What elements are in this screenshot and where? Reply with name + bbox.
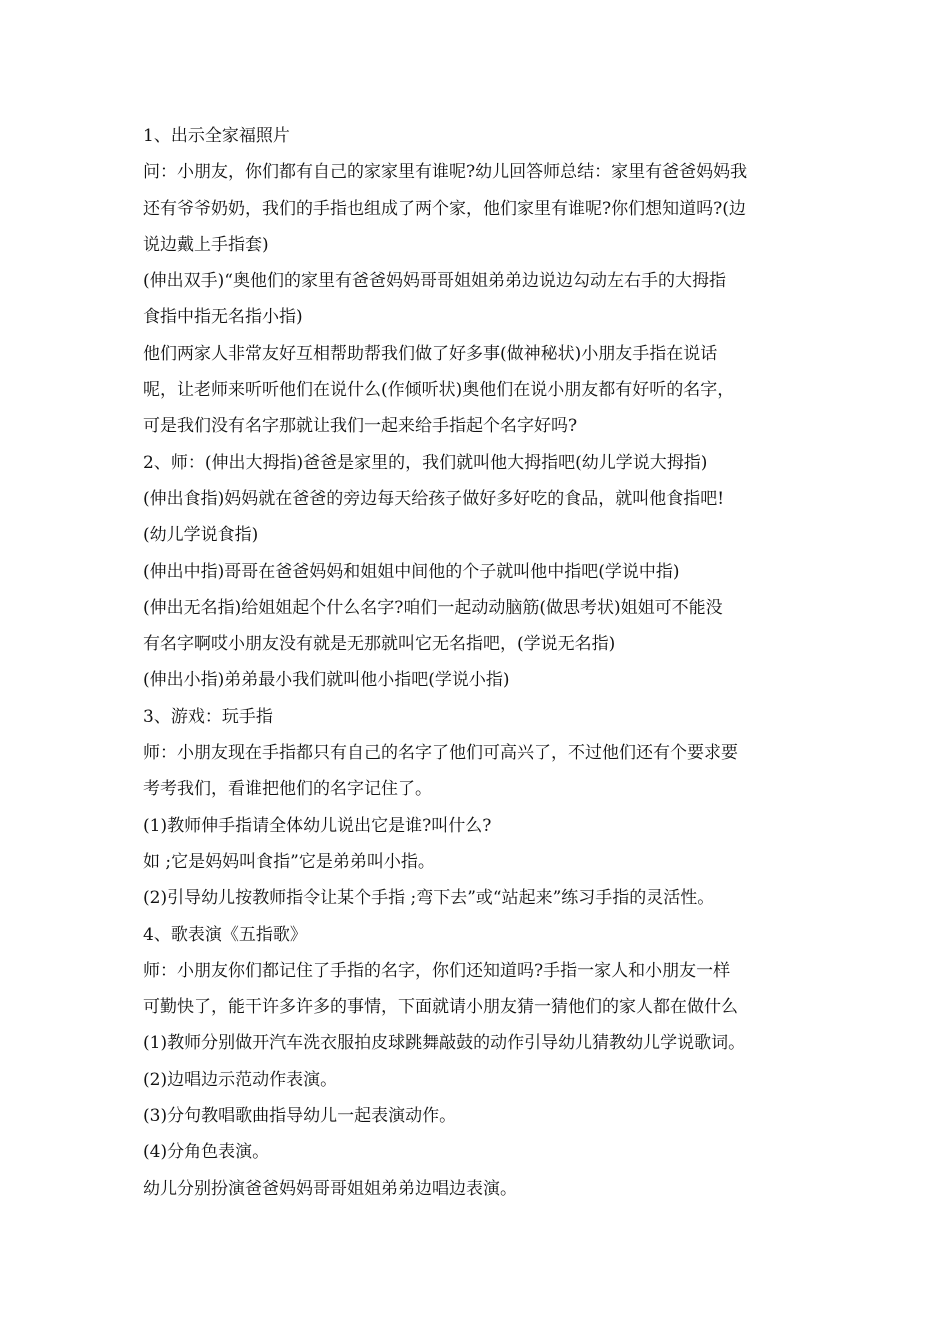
text-line-16: (伸出小指)弟弟最小我们就叫他小指吧(学说小指) [143, 670, 510, 691]
text-line-9: 可是我们没有名字那就让我们一起来给手指起个名字好吗? [143, 416, 578, 437]
text-line-7: 他们两家人非常友好互相帮助帮我们做了好多事(做神秘状)小朋友手指在说话 [143, 343, 718, 364]
text-line-24: 师：小朋友你们都记住了手指的名字，你们还知道吗?手指一家人和小朋友一样 [143, 960, 731, 981]
text-line-30: 幼儿分别扮演爸爸妈妈哥哥姐姐弟弟边唱边表演。 [143, 1178, 517, 1199]
text-line-2: 问：小朋友，你们都有自己的家家里有谁呢?幼儿回答师总结：家里有爸爸妈妈我 [143, 162, 748, 183]
text-line-29: (4)分角色表演。 [143, 1142, 270, 1163]
text-line-22: (2)引导幼儿按教师指令让某个手指 ;弯下去”或“站起来”练习手指的灵活性。 [143, 888, 715, 909]
text-line-18: 师：小朋友现在手指都只有自己的名字了他们可高兴了，不过他们还有个要求要 [143, 743, 738, 764]
text-line-6: 食指中指无名指小指) [143, 307, 303, 328]
text-line-19: 考考我们，看谁把他们的名字记住了。 [143, 779, 432, 800]
text-line-27: (2)边唱边示范动作表演。 [143, 1069, 338, 1090]
text-line-4: 说边戴上手指套) [143, 234, 269, 255]
text-line-15: 有名字啊哎小朋友没有就是无那就叫它无名指吧，(学说无名指) [143, 634, 616, 655]
text-line-3: 还有爷爷奶奶，我们的手指也组成了两个家，他们家里有谁呢?你们想知道吗?(边 [143, 198, 746, 219]
text-line-26: (1)教师分别做开汽车洗衣服拍皮球跳舞敲鼓的动作引导幼儿猜教幼儿学说歌词。 [143, 1033, 746, 1054]
text-line-25: 可勤快了，能干许多许多的事情，下面就请小朋友猜一猜他们的家人都在做什么 [143, 997, 738, 1018]
text-line-12: (幼儿学说食指) [143, 525, 259, 546]
text-line-20: (1)教师伸手指请全体幼儿说出它是谁?叫什么? [143, 815, 492, 836]
text-line-13: (伸出中指)哥哥在爸爸妈妈和姐姐中间他的个子就叫他中指吧(学说中指) [143, 561, 680, 582]
text-line-5: (伸出双手)“奥他们的家里有爸爸妈妈哥哥姐姐弟弟边说边勾动左右手的大拇指 [143, 271, 726, 292]
text-line-28: (3)分句教唱歌曲指导幼儿一起表演动作。 [143, 1106, 457, 1127]
text-line-8: 呢，让老师来听听他们在说什么(作倾听状)奥他们在说小朋友都有好听的名字， [143, 380, 735, 401]
text-line-10: 2、师：(伸出大拇指)爸爸是家里的，我们就叫他大拇指吧(幼儿学说大拇指) [143, 452, 708, 473]
text-line-17: 3、游戏：玩手指 [143, 706, 273, 727]
text-line-14: (伸出无名指)给姐姐起个什么名字?咱们一起动动脑筋(做思考状)姐姐可不能没 [143, 597, 723, 618]
text-line-21: 如 ;它是妈妈叫食指”它是弟弟叫小指。 [143, 851, 435, 872]
text-line-11: (伸出食指)妈妈就在爸爸的旁边每天给孩子做好多好吃的食品，就叫他食指吧! [143, 488, 725, 509]
text-line-1: 1、出示全家福照片 [143, 126, 290, 146]
text-line-23: 4、歌表演《五指歌》 [143, 924, 307, 945]
